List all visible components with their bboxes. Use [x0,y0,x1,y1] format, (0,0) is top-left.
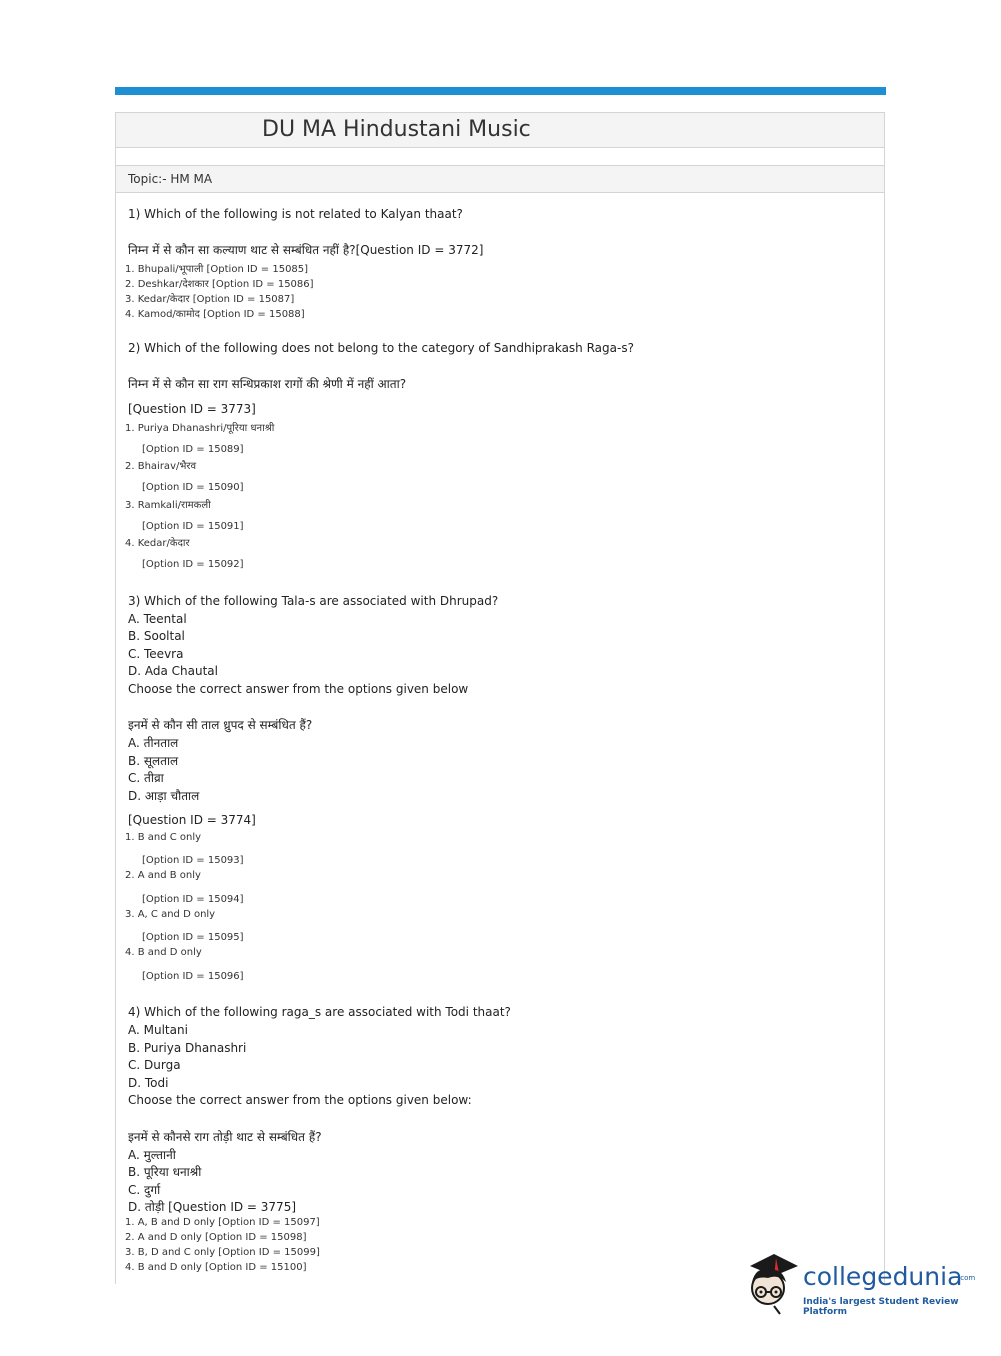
brand-domain: .com [958,1274,976,1282]
question-4-item-a: A. Multani [128,1023,188,1037]
question-2-option-2-id: [Option ID = 15090] [142,482,244,493]
question-3-option-4: 4. B and D only [125,947,202,958]
question-4-item-d: D. Todi [128,1076,169,1090]
question-4-hindi-item-b: B. पूरिया धनाश्री [128,1165,202,1179]
question-3-item-c: C. Teevra [128,647,184,661]
question-3-hindi-item-d: D. आड़ा चौताल [128,789,200,803]
question-3-option-2-id: [Option ID = 15094] [142,894,244,905]
question-3-option-4-id: [Option ID = 15096] [142,971,244,982]
question-2-id: [Question ID = 3773] [128,402,256,416]
question-4-hindi-item-d: D. तोड़ी [Question ID = 3775] [128,1200,297,1214]
question-4-hindi-item-c: C. दुर्गा [128,1183,161,1197]
topic-label: Topic:- HM MA [128,172,213,186]
question-2-hindi: निम्न में से कौन सा राग सन्धिप्रकाश रागों की श्रेणी में नहीं आता? [128,377,407,391]
question-2-option-4: 4. Kedar/केदार [125,538,190,549]
title-box [115,112,885,148]
question-4-text: 4) Which of the following raga_s are associated with Todi thaat? [128,1005,511,1019]
question-3-id: [Question ID = 3774] [128,813,256,827]
question-4-item-b: B. Puriya Dhanashri [128,1041,247,1055]
question-3-instruction: Choose the correct answer from the options given below [128,682,469,696]
question-3-option-3-id: [Option ID = 15095] [142,932,244,943]
question-4-hindi-item-a: A. मुल्तानी [128,1148,176,1162]
collegedunia-mascot-icon [740,1248,802,1318]
topic-box [115,165,885,193]
question-3-item-d: D. Ada Chautal [128,664,218,678]
question-1-option-2: 2. Deshkar/देशकार [Option ID = 15086] [125,279,314,290]
question-4-option-1: 1. A, B and D only [Option ID = 15097] [125,1217,320,1228]
question-4-option-3: 3. B, D and C only [Option ID = 15099] [125,1247,320,1258]
question-2-option-3-id: [Option ID = 15091] [142,521,244,532]
brand-tagline: India's largest Student Review Platform [803,1297,959,1317]
question-2-option-3: 3. Ramkali/रामकली [125,500,211,511]
question-3-item-b: B. Sooltal [128,629,185,643]
question-1-option-3: 3. Kedar/केदार [Option ID = 15087] [125,294,295,305]
question-4-option-4: 4. B and D only [Option ID = 15100] [125,1262,307,1273]
question-2-option-4-id: [Option ID = 15092] [142,559,244,570]
question-2-option-1-id: [Option ID = 15089] [142,444,244,455]
question-3-hindi-item-a: A. तीनताल [128,736,179,750]
question-4-instruction: Choose the correct answer from the options given below: [128,1093,472,1107]
document-title: DU MA Hindustani Music [262,117,531,142]
question-3-text: 3) Which of the following Tala-s are associated with Dhrupad? [128,594,499,608]
question-2-option-1: 1. Puriya Dhanashri/पूरिया धनाश्री [125,423,275,434]
question-3-hindi-item-b: B. सूलताल [128,754,179,768]
question-3-hindi: इनमें से कौन सी ताल ध्रुपद से सम्बंधित हैं? [128,718,313,732]
question-1-option-1: 1. Bhupali/भूपाली [Option ID = 15085] [125,264,309,275]
question-2-text: 2) Which of the following does not belong to the category of Sandhiprakash Raga-s? [128,341,634,355]
question-1-text: 1) Which of the following is not related to Kalyan thaat? [128,207,463,221]
question-3-option-1: 1. B and C only [125,832,202,843]
question-3-item-a: A. Teental [128,612,187,626]
top-accent-bar [115,87,886,95]
question-4-option-2: 2. A and D only [Option ID = 15098] [125,1232,307,1243]
question-3-option-3: 3. A, C and D only [125,909,216,920]
question-4-hindi: इनमें से कौनसे राग तोड़ी थाट से सम्बंधित हैं? [128,1130,322,1144]
question-4-item-c: C. Durga [128,1058,181,1072]
question-3-option-1-id: [Option ID = 15093] [142,855,244,866]
brand-name: collegedunia [803,1262,963,1291]
question-3-hindi-item-c: C. तीव्रा [128,771,164,785]
question-3-option-2: 2. A and B only [125,870,201,881]
question-2-option-2: 2. Bhairav/भैरव [125,461,197,472]
question-1-hindi: निम्न में से कौन सा कल्याण थाट से सम्बंधित नहीं है?[Question ID = 3772] [128,243,484,257]
question-1-option-4: 4. Kamod/कामोद [Option ID = 15088] [125,309,305,320]
